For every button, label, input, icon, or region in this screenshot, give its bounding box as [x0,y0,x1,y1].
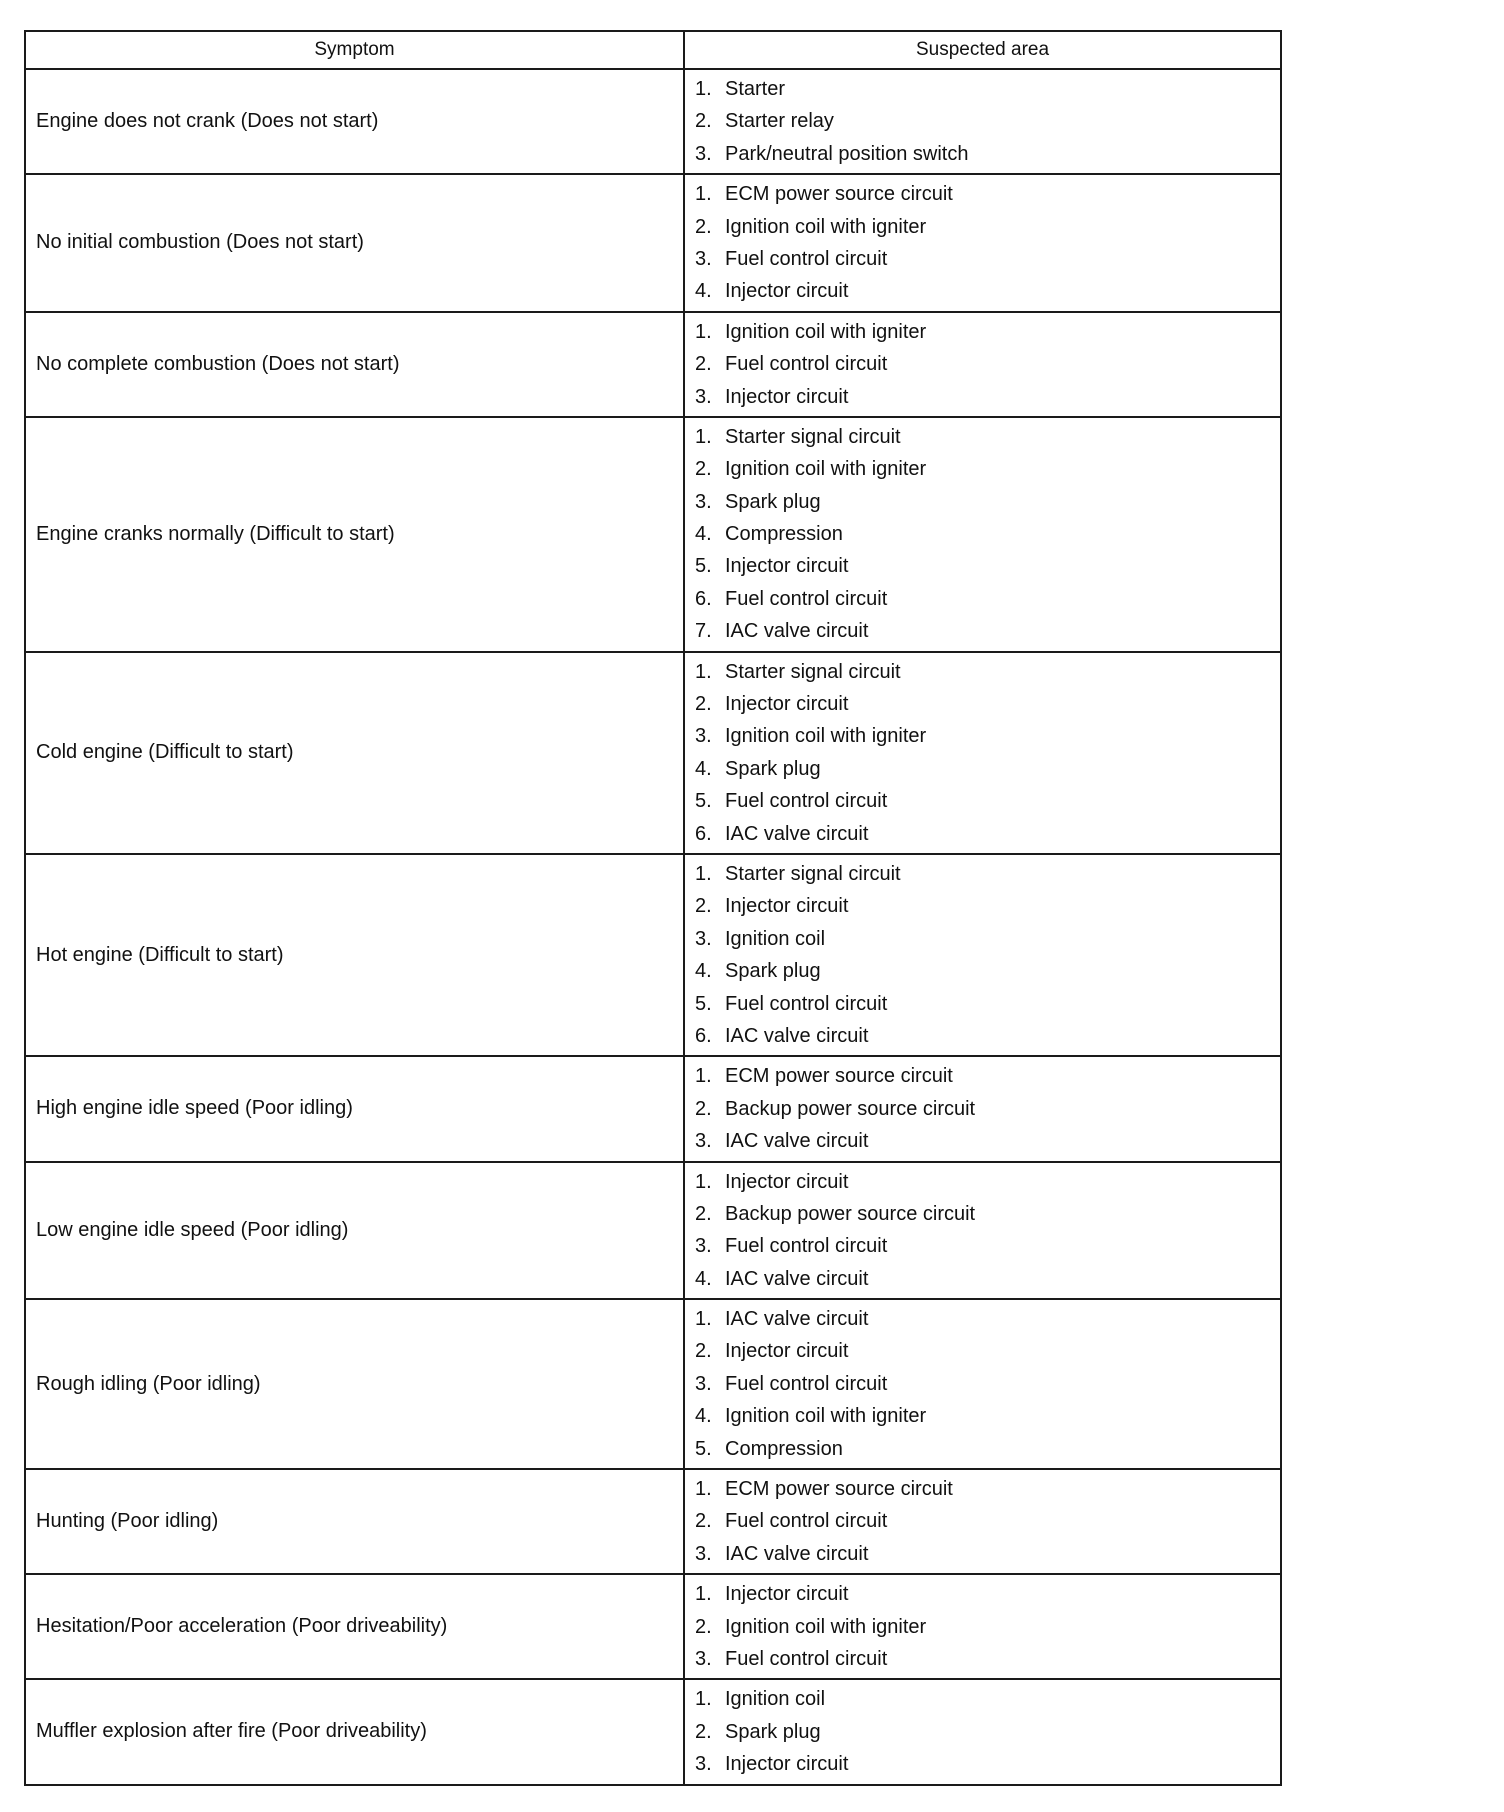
item-text: Compression [725,1437,843,1460]
suspected-area-list [695,178,1280,308]
item-text: Injector circuit [725,280,849,303]
list-item [695,1230,1280,1262]
item-text: ECM power source circuit [725,1065,953,1088]
item-text: Fuel control circuit [725,247,888,270]
list-item [695,656,1280,688]
list-item [695,1020,1280,1052]
item-text: Fuel control circuit [725,1235,888,1258]
suspected-area-cell [684,1056,1281,1161]
item-number: 2. [695,110,712,133]
item-text: IAC valve circuit [725,620,869,643]
suspected-area-list [695,421,1280,648]
list-item [695,1505,1280,1537]
list-item [695,615,1280,647]
suspected-area-cell [684,174,1281,312]
suspected-area-cell [684,1162,1281,1300]
list-item [695,1060,1280,1092]
item-text: Spark plug [725,490,821,513]
item-number: 2. [695,1097,712,1120]
suspected-area-header: Suspected area [684,31,1281,69]
item-number: 1. [695,862,712,885]
item-number: 3. [695,927,712,950]
item-number: 2. [695,1202,712,1225]
item-text: Fuel control circuit [725,587,888,610]
list-item [695,381,1280,413]
item-text: Fuel control circuit [725,992,888,1015]
table-row [25,174,1281,312]
item-number: 4. [695,960,712,983]
list-item [695,1538,1280,1570]
list-item [695,421,1280,453]
item-text: IAC valve circuit [725,1130,869,1153]
item-number: 2. [695,1510,712,1533]
item-number: 1. [695,1583,712,1606]
item-number: 5. [695,992,712,1015]
item-number: 2. [695,215,712,238]
table-row [25,69,1281,174]
suspected-area-list [695,1683,1280,1780]
symptom-cell: Engine cranks normally (Difficult to start) [25,417,684,652]
table-row [25,1469,1281,1574]
list-item [695,316,1280,348]
item-number: 5. [695,555,712,578]
list-item [695,453,1280,485]
item-number: 2. [695,895,712,918]
item-number: 1. [695,183,712,206]
item-number: 1. [695,1170,712,1193]
item-text: Injector circuit [725,1170,849,1193]
item-text: Fuel control circuit [725,1372,888,1395]
list-item [695,275,1280,307]
item-text: IAC valve circuit [725,1308,869,1331]
suspected-area-list [695,1060,1280,1157]
suspected-area-cell [684,1469,1281,1574]
header-row [25,31,1281,69]
item-number: 5. [695,1437,712,1460]
list-item [695,988,1280,1020]
item-number: 3. [695,1130,712,1153]
table-row [25,312,1281,417]
item-number: 1. [695,1688,712,1711]
list-item [695,955,1280,987]
item-text: IAC valve circuit [725,822,869,845]
list-item [695,785,1280,817]
item-number: 3. [695,1753,712,1776]
symptom-cell: Muffler explosion after fire (Poor driveability) [25,1679,684,1784]
list-item [695,1578,1280,1610]
list-item [695,486,1280,518]
item-number: 3. [695,1542,712,1565]
symptom-cell: Cold engine (Difficult to start) [25,652,684,854]
list-item [695,178,1280,210]
item-number: 3. [695,490,712,513]
list-item [695,1335,1280,1367]
suspected-area-list [695,858,1280,1052]
item-number: 7. [695,620,712,643]
list-item [695,550,1280,582]
suspected-area-cell [684,312,1281,417]
list-item [695,753,1280,785]
list-item [695,211,1280,243]
item-number: 2. [695,458,712,481]
item-number: 3. [695,1647,712,1670]
list-item [695,1263,1280,1295]
item-number: 4. [695,523,712,546]
suspected-area-list [695,1166,1280,1296]
symptom-header: Symptom [25,31,684,69]
suspected-area-cell [684,1574,1281,1679]
symptom-cell: Hunting (Poor idling) [25,1469,684,1574]
item-number: 2. [695,693,712,716]
list-item [695,1643,1280,1675]
table-row [25,1162,1281,1300]
item-number: 1. [695,1478,712,1501]
item-text: Ignition coil [725,927,826,950]
list-item [695,1716,1280,1748]
item-text: Fuel control circuit [725,790,888,813]
suspected-area-list [695,1473,1280,1570]
item-number: 3. [695,247,712,270]
item-text: Fuel control circuit [725,353,888,376]
table-row [25,1679,1281,1784]
suspected-area-cell [684,417,1281,652]
list-item [695,1473,1280,1505]
item-text: Spark plug [725,960,821,983]
table-row [25,652,1281,854]
list-item [695,583,1280,615]
symptom-cell: No initial combustion (Does not start) [25,174,684,312]
item-number: 1. [695,320,712,343]
item-text: Injector circuit [725,385,849,408]
list-item [695,1683,1280,1715]
symptom-cell: Rough idling (Poor idling) [25,1299,684,1469]
symptom-cell: No complete combustion (Does not start) [25,312,684,417]
item-text: Starter relay [725,110,834,133]
item-text: IAC valve circuit [725,1267,869,1290]
list-item [695,1303,1280,1335]
table-row [25,417,1281,652]
symptom-cell: Hesitation/Poor acceleration (Poor driveability) [25,1574,684,1679]
item-text: Injector circuit [725,693,849,716]
symptom-table [24,30,1282,1786]
item-text: Fuel control circuit [725,1510,888,1533]
item-text: IAC valve circuit [725,1024,869,1047]
item-text: Ignition coil with igniter [725,458,927,481]
item-number: 1. [695,78,712,100]
suspected-area-cell [684,652,1281,854]
item-text: Spark plug [725,1720,821,1743]
list-item [695,105,1280,137]
list-item [695,1400,1280,1432]
item-number: 3. [695,142,712,165]
suspected-area-list [695,1303,1280,1465]
item-text: Injector circuit [725,895,849,918]
list-item [695,518,1280,550]
item-number: 4. [695,1267,712,1290]
item-number: 4. [695,757,712,780]
list-item [695,138,1280,170]
item-number: 6. [695,822,712,845]
list-item [695,1198,1280,1230]
suspected-area-cell [684,69,1281,174]
list-item [695,1433,1280,1465]
item-number: 1. [695,425,712,448]
item-text: Starter signal circuit [725,862,901,885]
item-number: 3. [695,1372,712,1395]
item-text: Injector circuit [725,1583,849,1606]
item-text: ECM power source circuit [725,183,953,206]
suspected-area-list [695,73,1280,170]
list-item [695,1368,1280,1400]
suspected-area-list [695,316,1280,413]
item-text: Ignition coil [725,1688,826,1711]
suspected-area-cell [684,1679,1281,1784]
item-number: 3. [695,1235,712,1258]
table-row [25,1299,1281,1469]
item-text: Starter signal circuit [725,660,901,683]
symptom-cell: High engine idle speed (Poor idling) [25,1056,684,1161]
item-number: 3. [695,725,712,748]
table-row [25,854,1281,1056]
suspected-area-cell [684,1299,1281,1469]
list-item [695,818,1280,850]
item-number: 6. [695,1024,712,1047]
list-item [695,1093,1280,1125]
item-text: Backup power source circuit [725,1202,976,1225]
suspected-area-list [695,656,1280,850]
item-text: Ignition coil with igniter [725,320,927,343]
table-body [25,69,1281,1785]
list-item [695,348,1280,380]
item-text: Backup power source circuit [725,1097,976,1120]
item-number: 5. [695,790,712,813]
item-number: 2. [695,1615,712,1638]
item-number: 6. [695,587,712,610]
list-item [695,1611,1280,1643]
list-item [695,720,1280,752]
item-text: Ignition coil with igniter [725,1405,927,1428]
list-item [695,923,1280,955]
item-number: 2. [695,1340,712,1363]
list-item [695,73,1280,105]
item-text: Ignition coil with igniter [725,215,927,238]
list-item [695,1125,1280,1157]
item-number: 2. [695,353,712,376]
item-text: Fuel control circuit [725,1647,888,1670]
item-text: Injector circuit [725,555,849,578]
symptom-cell: Hot engine (Difficult to start) [25,854,684,1056]
item-number: 2. [695,1720,712,1743]
item-number: 4. [695,280,712,303]
item-number: 3. [695,385,712,408]
list-item [695,688,1280,720]
list-item [695,1166,1280,1198]
item-text: Spark plug [725,757,821,780]
item-number: 4. [695,1405,712,1428]
list-item [695,243,1280,275]
item-text: Park/neutral position switch [725,142,969,165]
suspected-area-cell [684,854,1281,1056]
item-number: 1. [695,660,712,683]
item-text: Compression [725,523,843,546]
item-text: Ignition coil with igniter [725,725,927,748]
item-text: Starter signal circuit [725,425,901,448]
item-text: IAC valve circuit [725,1542,869,1565]
item-text: Injector circuit [725,1753,849,1776]
list-item [695,858,1280,890]
item-number: 1. [695,1065,712,1088]
item-text: Ignition coil with igniter [725,1615,927,1638]
troubleshooting-table-container [24,30,1280,1786]
suspected-area-list [695,1578,1280,1675]
symptom-cell: Low engine idle speed (Poor idling) [25,1162,684,1300]
list-item [695,890,1280,922]
list-item [695,1748,1280,1780]
item-number: 1. [695,1308,712,1331]
symptom-cell: Engine does not crank (Does not start) [25,69,684,174]
item-text: ECM power source circuit [725,1478,953,1501]
item-text: Injector circuit [725,1340,849,1363]
item-text: Starter [725,78,786,100]
table-row [25,1574,1281,1679]
table-row [25,1056,1281,1161]
